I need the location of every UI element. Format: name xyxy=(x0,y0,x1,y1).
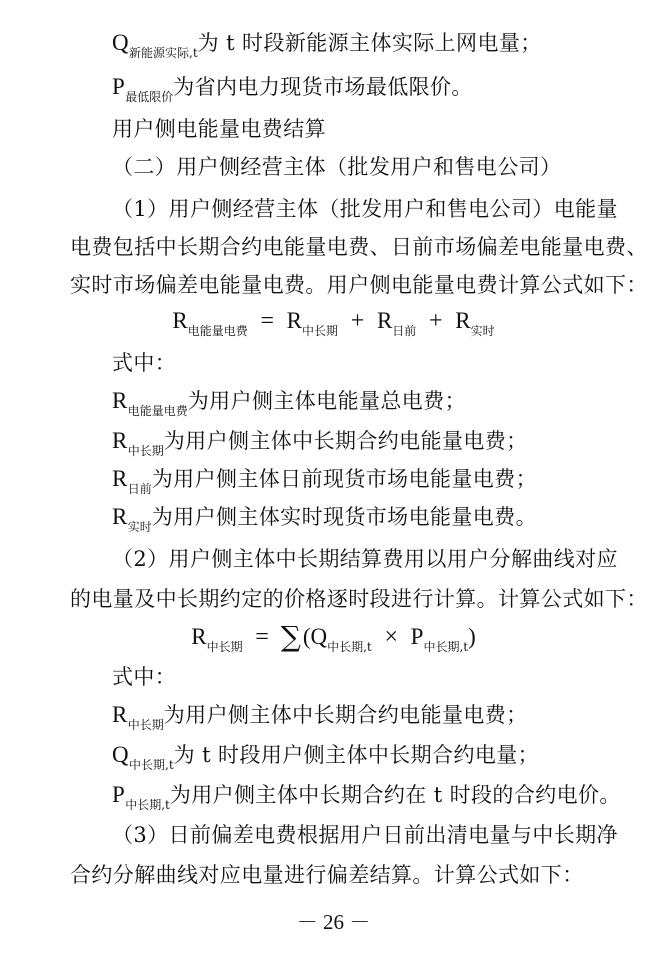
symbol: R xyxy=(112,388,128,413)
formula-subscript: 中长期,t xyxy=(327,640,372,654)
formula-subscript: 实时 xyxy=(470,324,495,338)
summation-sign: ∑ xyxy=(280,620,301,653)
formula-symbol: Q xyxy=(310,624,328,649)
definition-text: 为用户侧主体实时现货市场电能量电费。 xyxy=(151,505,537,529)
definition-r-mid-long xyxy=(112,426,528,466)
subscript: 中长期,t xyxy=(125,798,170,812)
subscript: 中长期 xyxy=(127,444,164,458)
formula-mid-long-fee xyxy=(0,622,667,662)
symbol: Q xyxy=(112,30,130,55)
paragraph-line: （3）日前偏差电费根据用户日前出清电量与中长期净 xyxy=(112,823,618,847)
symbol: Q xyxy=(112,742,130,767)
formula-symbol: R xyxy=(191,624,207,649)
definition-text: 为省内电力现货市场最低限价。 xyxy=(173,75,473,99)
equals-sign: = xyxy=(260,308,274,334)
formula-subscript: 日前 xyxy=(392,324,417,338)
plus-sign: + xyxy=(429,308,443,334)
formula-symbol: P xyxy=(410,624,424,649)
subscript: 中长期 xyxy=(127,718,164,732)
paragraph-line: （1）用户侧经营主体（批发用户和售电公司）电能量 xyxy=(112,197,618,221)
definition-p-min-price xyxy=(112,72,473,112)
definition-text: 为用户侧主体电能量总电费； xyxy=(187,389,466,413)
definition-text: 为用户侧主体中长期合约在 t 时段的合约电价。 xyxy=(169,783,621,807)
subscript: 日前 xyxy=(127,482,152,496)
definition-text: 为 t 时段用户侧主体中长期合约电量； xyxy=(173,743,540,767)
plus-sign: + xyxy=(350,308,365,334)
where-label: 式中： xyxy=(112,665,177,689)
definition-text: 为用户侧主体中长期合约电能量电费； xyxy=(163,703,528,727)
symbol: R xyxy=(112,702,128,727)
definition-text: 为用户侧主体日前现货市场电能量电费； xyxy=(151,467,537,491)
formula-subscript: 中长期,t xyxy=(423,640,469,654)
definition-text: 为 t 时段新能源主体实际上网电量； xyxy=(197,31,542,55)
symbol: P xyxy=(112,782,126,807)
formula-subscript: 电能量电费 xyxy=(187,324,248,338)
formula-symbol: R xyxy=(376,308,393,333)
paragraph-line: （2）用户侧主体中长期结算费用以用户分解曲线对应 xyxy=(112,547,618,571)
subscript: 电能量电费 xyxy=(127,404,188,418)
where-label: 式中： xyxy=(112,351,177,375)
formula-subscript: 中长期 xyxy=(206,640,243,654)
page-number: － 26 － xyxy=(296,910,371,934)
definition-q-renewable-actual xyxy=(112,28,542,68)
definition-r-energy-fee xyxy=(112,386,466,426)
definition-p-mid-long xyxy=(112,780,621,820)
subsection-heading: （二）用户侧经营主体（批发用户和售电公司） xyxy=(112,155,562,179)
paragraph-line: 实时市场偏差电能量电费。用户侧电能量电费计算公式如下： xyxy=(70,273,648,297)
close-paren: ) xyxy=(468,624,476,649)
paragraph-line: 合约分解曲线对应电量进行偏差结算。计算公式如下： xyxy=(70,863,584,887)
symbol: R xyxy=(112,428,128,453)
definition-text: 为用户侧主体中长期合约电能量电费； xyxy=(163,429,528,453)
symbol: P xyxy=(112,74,126,99)
definition-q-mid-long xyxy=(112,740,539,780)
formula-symbol: R xyxy=(286,308,303,333)
open-paren: ( xyxy=(302,624,311,649)
subscript: 实时 xyxy=(127,520,152,534)
definition-r-real-time xyxy=(112,502,537,542)
times-sign: × xyxy=(384,624,398,650)
paragraph-line: 的电量及中长期约定的价格逐时段进行计算。计算公式如下： xyxy=(70,587,648,611)
formula-symbol: R xyxy=(172,308,188,333)
subscript: 中长期,t xyxy=(129,758,174,772)
subscript: 新能源实际,t xyxy=(129,46,198,60)
symbol: R xyxy=(112,504,128,529)
symbol: R xyxy=(112,466,128,491)
subscript: 最低限价 xyxy=(125,90,174,104)
paragraph-line: 电费包括中长期合约电能量电费、日前市场偏差电能量电费、 xyxy=(70,235,648,259)
definition-r-day-ahead xyxy=(112,464,537,504)
formula-subscript: 中长期 xyxy=(302,324,339,338)
definition-r-mid-long xyxy=(112,700,528,740)
formula-energy-fee xyxy=(0,306,667,346)
formula-symbol: R xyxy=(455,308,471,333)
section-heading: 用户侧电能量电费结算 xyxy=(112,117,326,141)
equals-sign: = xyxy=(255,624,269,650)
